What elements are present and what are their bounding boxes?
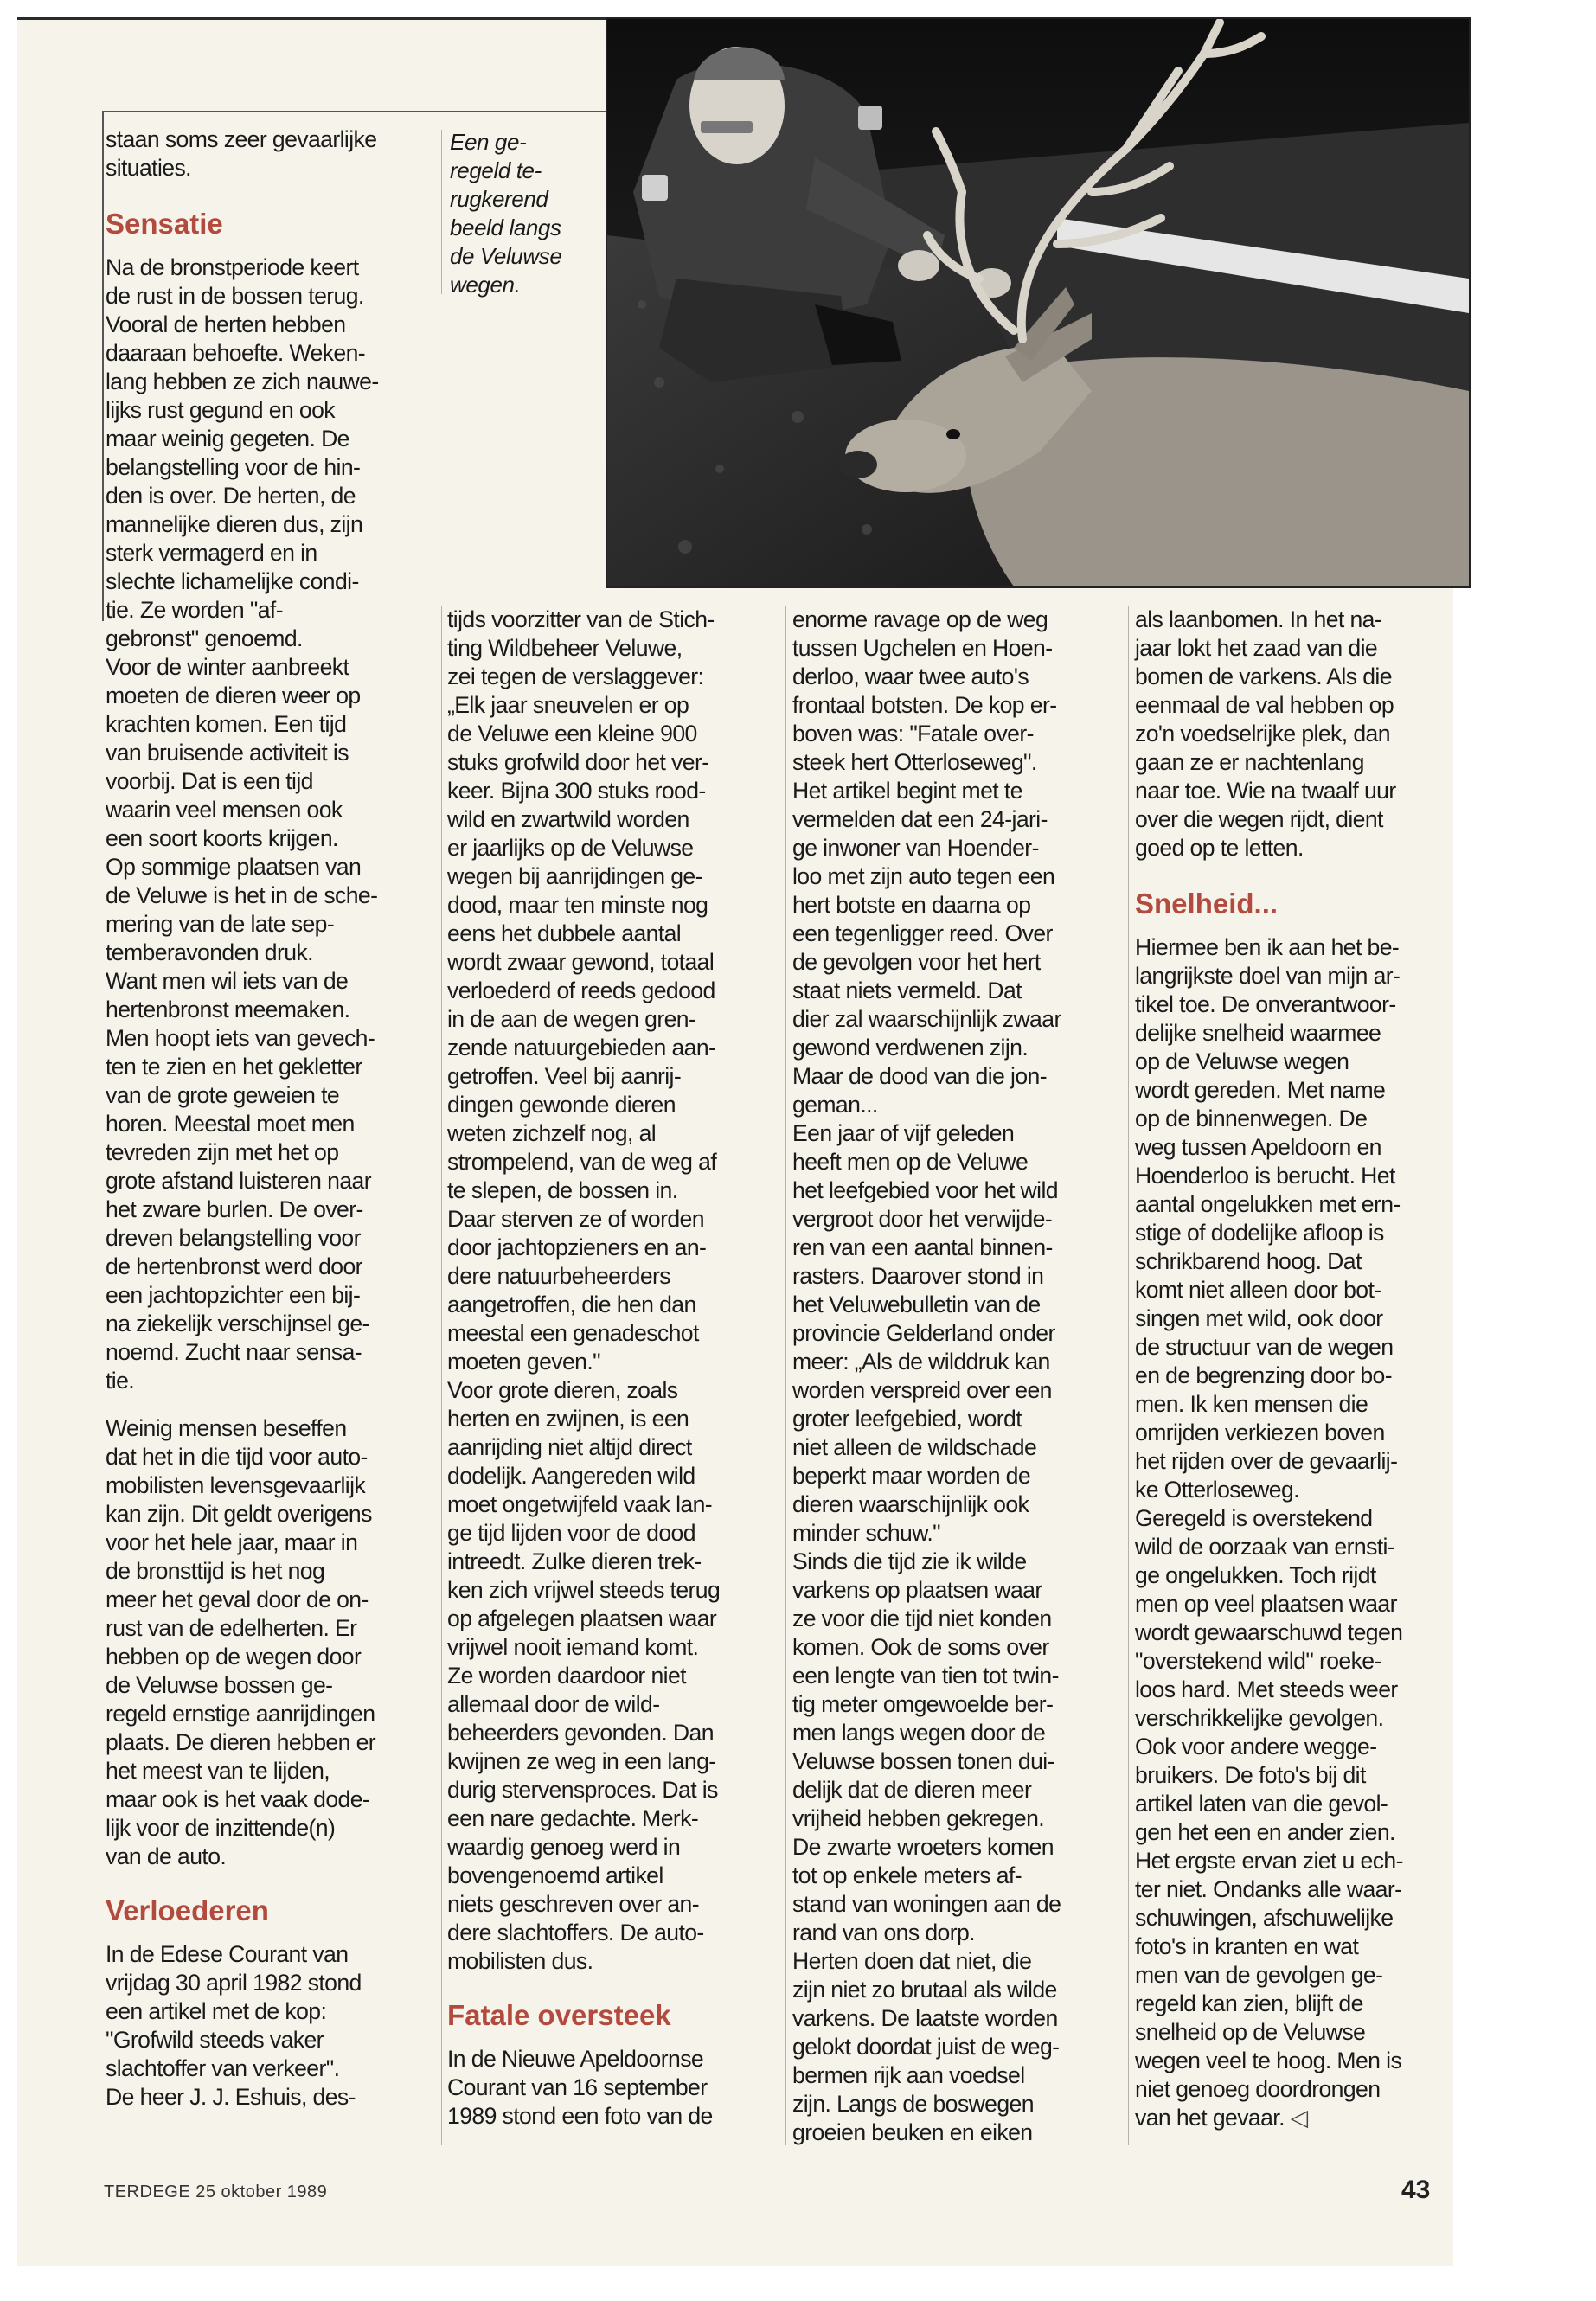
column-4 (1135, 606, 1455, 2132)
heading-snelheid: Snelheid... (1135, 888, 1279, 920)
column-divider (1128, 606, 1129, 2145)
heading-verloederen: Verloederen (106, 1894, 269, 1926)
photo-caption: Een ge- regeld te- rugkerend beeld langs de Veluwse wegen. (450, 129, 562, 298)
column-2 (447, 606, 776, 2131)
heading-fatale-oversteek: Fatale oversteek (447, 1999, 671, 2031)
column-divider (441, 606, 442, 2145)
paragraph (1135, 933, 1455, 2132)
deer-photo-illustration (607, 19, 1469, 586)
end-of-article-icon: ◁ (1290, 2105, 1308, 2131)
frame-line-left (102, 111, 104, 621)
publication-footer: TERDEGE 25 oktober 1989 (104, 2182, 328, 2202)
column-divider (785, 606, 786, 2145)
column-3 (792, 606, 1121, 2147)
paragraph: In de Edese Courant van vrijdag 30 april 1982 stond een artikel met de kop: "Grofwild steeds vaker slachtoffer van verkeer". De heer J. J. Eshuis, des- (106, 1941, 362, 2110)
heading-sensatie: Sensatie (106, 208, 223, 240)
paragraph-text: Hiermee ben ik aan het be- langrijkste doel van mijn ar- tikel toe. De onverantwoor- delijke snelheid waarmee op de Veluwse wegen wordt gereden. Met name op de binnenwegen. De weg tussen Apeldoorn en Hoenderloo is berucht. Het aantal ongelukken met ern- stige of dodelijke afloop is schrikbarend hoog. Dat komt niet alleen door bot- singen met wild, ook door de structuur van de wegen en de begrenzing door bo- men. Ik ken mensen die omrijden verkiezen boven het rijden over de gevaarlij- ke Otterloseweg. Geregeld is overstekend wild de oorzaak van ernsti- ge ongelukken. Toch rijdt men op veel plaatsen waar wordt gewaarschuwd tegen "overstekend wild" roeke- loos hard. Met steeds weer verschrikkelijke gevolgen. Ook voor andere wegge- bruikers. De foto's bij dit artikel laten van die gevol- gen het een en ander zien. Het ergste ervan ziet u ech- ter niet. Ondanks alle waar- schuwingen, afschuwelijke foto's in kranten en wat men van de gevolgen ge- regeld kan zien, blijft de snelheid op de Veluwse wegen veel te hoog. Men is niet genoeg doordrongen van het gevaar. (1135, 934, 1403, 2131)
paragraph: In de Nieuwe Apeldoornse Courant van 16 september 1989 stond een foto van de (447, 2046, 713, 2129)
page-number: 43 (1401, 2176, 1431, 2204)
caption-divider (441, 130, 442, 294)
paragraph: Weinig mensen beseffen dat het in die tijd voor auto- mobilisten levensgevaarlijk kan zijn. Dit geldt overigens voor het hele jaar, maar in de bronsttijd is het nog meer het geval door de on- rust van de edelherten. Er hebben op de wegen door de Veluwse bossen ge- regeld ernstige aanrijdingen plaats. De dieren hebben er het meest van te lijden, maar ook is het vaak dode- lijk voor de inzittende(n) van de auto. (106, 1415, 376, 1869)
paragraph: als laanbomen. In het na- jaar lokt het zaad van die bomen de varkens. Als die eenmaal de val hebben op zo'n voedselrijke plek, dan gaan ze er nachtenlang naar toe. Wie na twaalf uur over die wegen rijdt, dient goed op te letten. (1135, 606, 1396, 861)
deer-photo (606, 17, 1471, 588)
paragraph: Na de bronstperiode keert de rust in de bossen terug. Vooral de herten hebben daaraan behoefte. Weken- lang hebben ze zich nauwe- lijks rust gegund en ook maar weinig gegeten. De belangstelling voor de hin- den is over. De herten, de mannelijke dieren dus, zijn sterk vermagerd en in slechte lichamelijke condi- tie. Ze worden "af- gebronst" genoemd. Voor de winter aanbreekt moeten de dieren weer op krachten komen. Een tijd van bruisende activiteit is voorbij. Dat is een tijd waarin veel mensen ook een soort koorts krijgen. Op sommige plaatsen van de Veluwe is het in de sche- mering van de late sep- temberavonden druk. Want men wil iets van de hertenbronst meemaken. Men hoopt iets van gevech- ten te zien en het gekletter van de grote geweien te horen. Meestal moet men tevreden zijn met het op grote afstand luisteren naar het zware burlen. De over- dreven belangstelling voor de hertenbronst werd door een jachtopzichter een bij- na ziekelijk verschijnsel ge- noemd. Zucht naar sensa- tie. (106, 254, 379, 1394)
paragraph: tijds voorzitter van de Stich- ting Wildbeheer Veluwe, zei tegen de verslaggever: „Elk jaar sneuvelen er op de Veluwe een kleine 900 stuks grofwild door het ver- keer. Bijna 300 stuks rood- wild en zwartwild worden er jaarlijks op de Veluwse wegen bij aanrijdingen ge- dood, maar ten minste nog eens het dubbele aantal wordt zwaar gewond, totaal verloederd of reeds gedood in de aan de wegen gren- zende natuurgebieden aan- getroffen. Veel bij aanrij- dingen gewonde dieren weten zichzelf nog, al strompelend, van de weg af te slepen, de bossen in. Daar sterven ze of worden door jachtopzieners en an- dere natuurbeheerders aangetroffen, die hen dan meestal een genadeschot moeten geven." Voor grote dieren, zoals herten en zwijnen, is een aanrijding niet altijd direct dodelijk. Aangereden wild moet ongetwijfeld vaak lan- ge tijd lijden voor de dood intreedt. Zulke dieren trek- ken zich vrijwel steeds terug op afgelegen plaatsen waar vrijwel nooit iemand komt. Ze worden daardoor niet allemaal door de wild- beheerders gevonden. Dan kwijnen ze weg in een lang- durig stervensproces. Dat is een nare gedachte. Merk- waardig genoeg werd in bovengenoemd artikel niets geschreven over an- dere slachtoffers. De auto- mobilisten dus. (447, 606, 721, 1974)
column-1 (106, 125, 426, 2112)
intro-text: staan soms zeer gevaarlijke situaties. (106, 126, 377, 181)
magazine-page (17, 17, 1453, 2266)
paragraph: enorme ravage op de weg tussen Ugchelen en Hoen- derloo, waar twee auto's frontaal botsten. De kop er- boven was: "Fatale over- steek hert Otterloseweg". Het artikel begint met te vermelden dat een 24-jari- ge inwoner van Hoender- loo met zijn auto tegen een hert botste en daarna op een tegenligger reed. Over de gevolgen voor het hert staat niets vermeld. Dat dier zal waarschijnlijk zwaar gewond verdwenen zijn. Maar de dood van die jon- geman... Een jaar of vijf geleden heeft men op de Veluwe het leefgebied voor het wild vergroot door het verwijde- ren van een aantal binnen- rasters. Daarover stond in het Veluwebulletin van de provincie Gelderland onder meer: „Als de wilddruk kan worden verspreid over een groter leefgebied, wordt niet alleen de wildschade beperkt maar worden de dieren waarschijnlijk ook minder schuw." Sinds die tijd zie ik wilde varkens op plaatsen waar ze voor die tijd niet konden komen. Ook de soms over een lengte van tien tot twin- tig meter omgewoelde ber- men langs wegen door de Veluwse bossen tonen dui- delijk dat de dieren meer vrijheid hebben gekregen. De zwarte wroeters komen tot op enkele meters af- stand van woningen aan de rand van ons dorp. Herten doen dat niet, die zijn niet zo brutaal als wilde varkens. De laatste worden gelokt doordat juist de weg- bermen rijk aan voedsel zijn. Langs de boswegen groeien beuken en eiken (792, 606, 1061, 2145)
